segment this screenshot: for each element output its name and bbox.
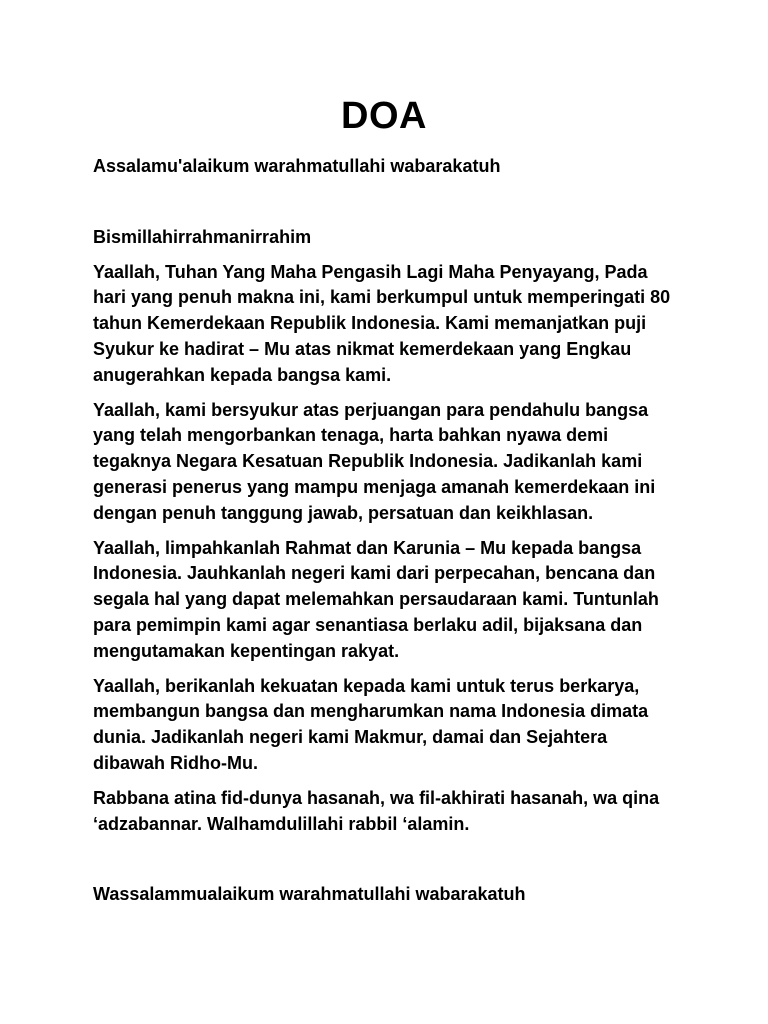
prayer-paragraph-4: Yaallah, berikanlah kekuatan kepada kami untuk terus berkarya, membangun bangsa dan mengharumkan nama Indonesia dimata dunia. Jadikanlah negeri kami Makmur, damai dan Sejahtera dibawah Ridho-Mu. bbox=[93, 675, 649, 773]
greeting-text: Assalamu'alaikum warahmatullahi wabarakatuh bbox=[93, 156, 501, 176]
prayer-paragraph-5: Rabbana atina fid-dunya hasanah, wa fil-akhirati hasanah, wa qina ‘adzabannar. Walhamdulillahi rabbil ‘alamin. bbox=[93, 787, 660, 834]
prayer-paragraph-3: Yaallah, limpahkanlah Rahmat dan Karunia – Mu kepada bangsa Indonesia. Jauhkanlah negeri kami dari perpecahan, bencana dan segala hal yang dapat melemahkan persaudaraan kami. Tuntunlah para pemimpin kami agar senantiasa berlaku adil, bijaksana dan mengutamakan kepentingan rakyat. bbox=[93, 537, 659, 661]
closing-text: Wassalammualaikum warahmatullahi wabarakatuh bbox=[93, 884, 526, 905]
basmalah-text: Bismillahirrahmanirrahim bbox=[93, 226, 312, 247]
prayer-paragraph-1: Yaallah, Tuhan Yang Maha Pengasih Lagi Maha Penyayang, Pada hari yang penuh makna ini, kami berkumpul untuk memperingati 80 tahun Kemerdekaan Republik Indonesia. Kami memanjatkan puji Syukur ke hadirat – Mu atas nikmat kemerdekaan yang Engkau anugerahkan kepada bangsa kami. bbox=[93, 261, 671, 385]
document-body bbox=[93, 154, 673, 917]
prayer-paragraph-2: Yaallah, kami bersyukur atas perjuangan para pendahulu bangsa yang telah mengorbankan tenaga, harta bahkan nyawa demi tegaknya Negara Kesatuan Republik Indonesia. Jadikanlah kami generasi penerus yang mampu menjaga amanah kemerdekaan ini dengan penuh tanggung jawab, persatuan dan keikhlasan. bbox=[93, 399, 656, 523]
document-title: DOA bbox=[341, 95, 427, 137]
